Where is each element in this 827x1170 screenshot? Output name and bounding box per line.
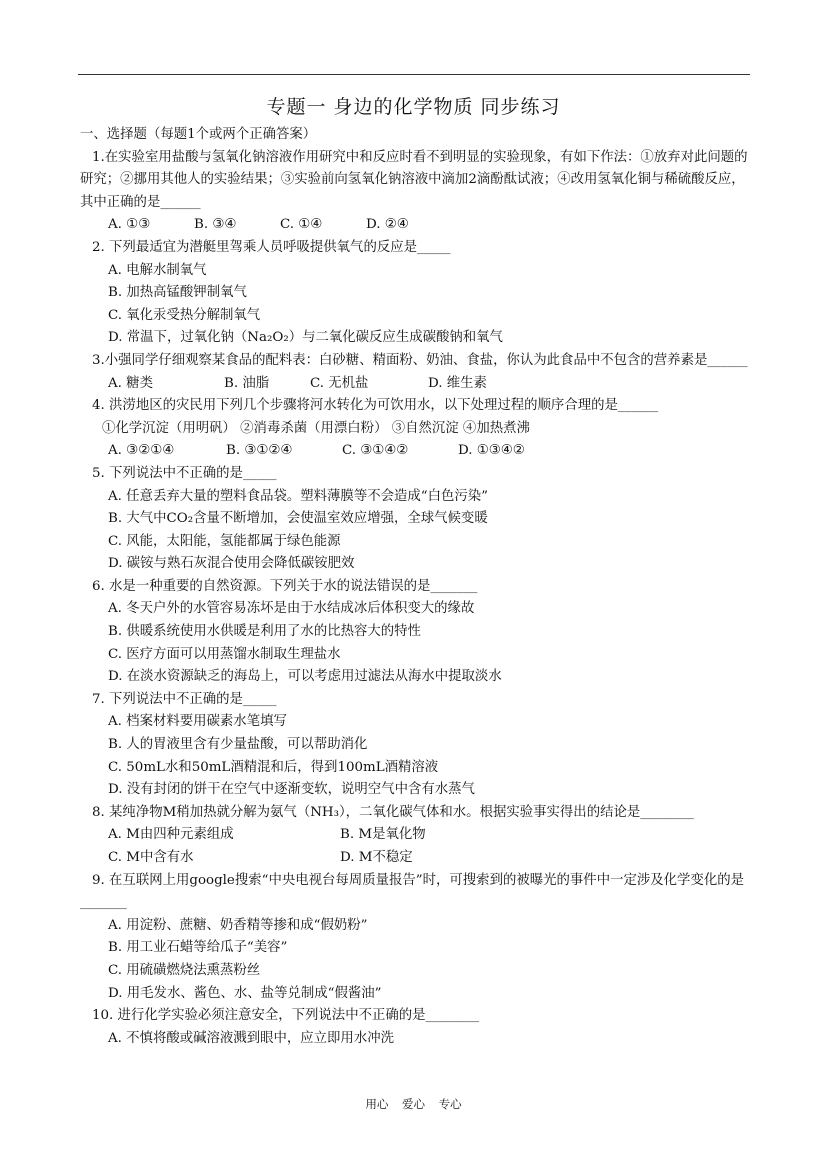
exercise-body [80, 124, 752, 1050]
option: C. 50mL水和50mL酒精混和后，得到100mL酒精溶液 [108, 759, 439, 775]
question-10: 10. 进行化学实验必须注意安全，下列说法中不正确的是________ [92, 1008, 480, 1024]
option: A. 糖类 [108, 375, 153, 391]
question-5: 5. 下列说法中不正确的是_____ [92, 465, 277, 481]
option: A. 用淀粉、蔗糖、奶香精等掺和成“假奶粉” [108, 917, 368, 933]
page-title: 专题一 身边的化学物质 同步练习 [266, 96, 561, 118]
option: A. 任意丢弃大量的塑料食品袋。塑料薄膜等不会造成“白色污染” [108, 488, 489, 504]
option: D. 维生素 [428, 375, 487, 391]
options-3 [80, 373, 752, 396]
option: D. 用毛发水、酱色、水、盐等兑制成“假酱油” [108, 985, 382, 1001]
question-3: 3.小强同学仔细观察某食品的配料表：白砂糖、精面粉、奶油、食盐，你认为此食品中不包含的营养素是______ [92, 352, 748, 368]
options-1 [80, 214, 752, 237]
option: B. 人的胃液里含有少量盐酸，可以帮助消化 [108, 737, 368, 753]
option: C. 无机盐 [310, 375, 369, 391]
option: A. 冬天户外的水管容易冻坏是由于水结成冰后体积变大的缘故 [108, 601, 475, 617]
option: D. 碳铵与熟石灰混合使用会降低碳铵肥效 [108, 556, 355, 572]
option: B. 油脂 [224, 375, 270, 391]
option: A. M由四种元素组成 [108, 827, 234, 843]
option: C. M中含有水 [108, 850, 194, 865]
question-1: 1.在实验室用盐酸与氢氧化钠溶液作用研究中和反应时看不到明显的实验现象，有如下作法：①放弃对此问题的研究；②挪用其他人的实验结果；③实验前向氢氧化钠溶液中滴加2滴酚酞试液；④改用氢氧化铜与稀硫酸反应，其中正确的是______ [80, 149, 748, 210]
option: B. ③①②④ [226, 443, 293, 459]
header-rule [78, 74, 750, 75]
question-9: 9. 在互联网上用google搜索“中央电视台每周质量报告”时，可搜索到的被曝光的事件中一定涉及化学变化的是_______ [80, 872, 744, 911]
option: D. 常温下，过氧化钠（Na₂O₂）与二氧化碳反应生成碳酸钠和氧气 [108, 330, 503, 346]
question-6: 6. 水是一种重要的自然资源。下列关于水的说法错误的是_______ [92, 578, 478, 594]
process-steps: ①化学沉淀（用明矾） ②消毒杀菌（用漂白粉） ③自然沉淀 ④加热煮沸 [102, 420, 530, 436]
option: B. ③④ [194, 217, 237, 233]
question-7: 7. 下列说法中不正确的是_____ [92, 691, 277, 707]
option: A. 档案材料要用碳素水笔填写 [108, 714, 287, 730]
options-8 [80, 824, 752, 847]
option: B. M是氧化物 [340, 827, 426, 843]
option: C. 氧化汞受热分解制氧气 [108, 307, 261, 323]
question-8: 8. 某纯净物M稍加热就分解为氨气（NH₃），二氧化碳气体和水。根据实验事实得出的结论是________ [92, 804, 694, 820]
option: A. ①③ [108, 217, 151, 233]
option: A. 电解水制氧气 [108, 262, 207, 278]
option: B. 大气中CO₂含量不断增加，会使温室效应增强，全球气候变暖 [108, 511, 488, 527]
option: D. 在淡水资源缺乏的海岛上，可以考虑用过滤法从海水中提取淡水 [108, 669, 502, 685]
option: D. 没有封闭的饼干在空气中逐渐变软，说明空气中含有水蒸气 [108, 782, 475, 798]
options-4 [80, 440, 752, 463]
option: C. 风能，太阳能，氢能都属于绿色能源 [108, 533, 341, 549]
section-heading: 一、选择题（每题1个或两个正确答案） [80, 127, 317, 142]
option: B. 供暖系统使用水供暖是利用了水的比热容大的特性 [108, 624, 421, 640]
option: C. 用硫磺燃烧法熏蒸粉丝 [108, 962, 261, 978]
option: D. ②④ [366, 217, 409, 233]
option: B. 用工业石蜡等给瓜子“美容” [108, 940, 288, 956]
question-2: 2. 下列最适宜为潜艇里驾乘人员呼吸提供氧气的反应是_____ [92, 239, 451, 255]
option: C. ③①④② [342, 443, 409, 459]
option: C. ①④ [280, 217, 323, 233]
page-footer: 用心 爱心 专心 [365, 1097, 462, 1111]
option: D. M不稳定 [340, 850, 413, 865]
options-8b [80, 847, 752, 870]
question-4: 4. 洪涝地区的灾民用下列几个步骤将河水转化为可饮用水，以下处理过程的顺序合理的是______ [92, 398, 659, 414]
option: A. ③②①④ [108, 443, 175, 459]
option: A. 不慎将酸或碱溶液溅到眼中，应立即用水冲洗 [108, 1030, 394, 1046]
option: C. 医疗方面可以用蒸馏水制取生理盐水 [108, 646, 341, 662]
option: D. ①③④② [458, 443, 525, 459]
option: B. 加热高锰酸钾制氧气 [108, 285, 247, 301]
